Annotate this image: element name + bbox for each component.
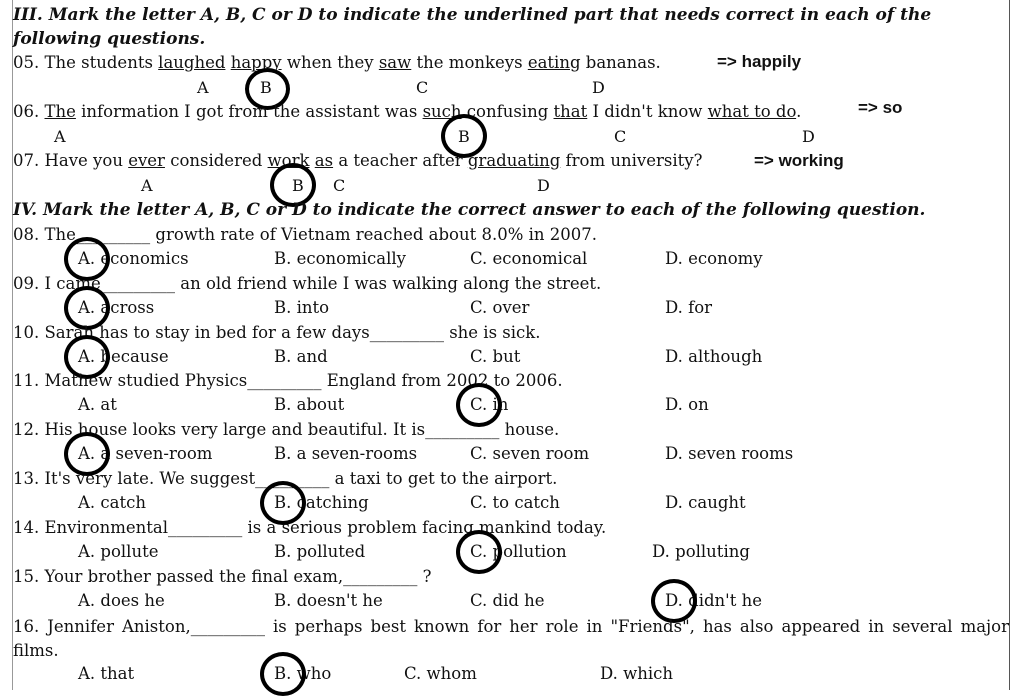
- option-c: C. but: [470, 347, 521, 366]
- question-number: 08.: [13, 225, 45, 244]
- option-c: C. seven room: [470, 444, 590, 463]
- underlined-part-b: such: [422, 102, 462, 121]
- option-d: D. although: [665, 347, 763, 366]
- option-b: B. doesn't he: [274, 591, 383, 610]
- question-text: The: [44, 225, 76, 244]
- answer-blank: _________: [168, 518, 243, 537]
- answer-blank: _________: [247, 371, 322, 390]
- option-b: B. into: [274, 298, 330, 317]
- answer-blank: _________: [190, 617, 265, 636]
- question-text: Sarah has to stay in bed for a few days: [44, 323, 370, 342]
- underlined-part-d: eating: [527, 53, 581, 72]
- section-iii-heading: III. Mark the letter A, B, C or D to indicate the underlined part that needs correct in each of the following questions.: [13, 5, 932, 49]
- question-text: Jennifer Aniston,: [47, 617, 191, 636]
- worksheet: III. Mark the letter A, B, C or D to indicate the underlined part that needs correct in each of the following questions. 05. The students laughed happy when they saw the monkeys eating bananas. => happily A B C D 06. The information I got from the assistant was such confusing that I didn't know what to do. => so A B C D 07. Have you ever considered work as a teacher after graduating from university? => working A B C D IV. Mark the letter A, B, C or D to indicate the correct answer to each of the following question. 08. The_________ growth rate of Vietnam reached about 8.0% in 2007. A. economics B. economically C. economical D. economy 09. I came_________ an old friend while I was walking along the street. A. across B. into C. over D. for 10. Sarah has to stay in bed for a few days_________ she is sick. A. because B. and C. but D. although 11. Mathew studied Physics_________ England from 2002 to 2006. A. at B. about C. in D. on 12. His house looks very large and beautiful. It is_________ house. A. a seven-room B. a seven-rooms C. seven room D. seven rooms 13. It's very late. We suggest_________ a taxi to get to the airport. A. catch B. catching C. to catch D. caught 14. Environmental_________ is a serious problem facing mankind today. A. pollute B. polluted C. pollution D. polluting 15. Your brother passed the final exam,_________ ? A. does he B. doesn't he C. did he D. didn't he 16. Jennifer Aniston,_________ is perhaps best known for her role in "Friends", has also appeared in several major films. A. that B. who C. whom D. which: [0, 0, 1024, 690]
- section-iv-heading: IV. Mark the letter A, B, C or D to indicate the correct answer to each of the following question.: [13, 200, 926, 220]
- answer-blank: _________: [75, 225, 151, 244]
- letter-b: B: [260, 78, 272, 97]
- option-b: B. about: [274, 395, 345, 414]
- underlined-part-a: ever: [128, 151, 165, 170]
- option-d: D. caught: [665, 493, 746, 512]
- question-text: a taxi to get to the airport.: [329, 469, 558, 488]
- question-text: ?: [417, 567, 432, 586]
- option-a: A. does he: [78, 591, 165, 610]
- letter-a: A: [197, 78, 209, 97]
- question-number: 10.: [13, 323, 45, 342]
- question-07: 07. Have you ever considered work as a teacher after graduating from university?: [13, 151, 703, 170]
- option-d: D. which: [600, 664, 674, 683]
- option-a: A. catch: [78, 493, 146, 512]
- right-rule: [1009, 0, 1010, 690]
- option-a: A. pollute: [78, 542, 159, 561]
- option-c: C. economical: [470, 249, 588, 268]
- question-text: growth rate of Vietnam reached about 8.0% in 2007.: [150, 225, 598, 244]
- question-text: is a serious problem facing mankind today.: [242, 518, 607, 537]
- question-number: 05.: [13, 53, 40, 72]
- option-a: A. a seven-room: [78, 444, 213, 463]
- underlined-part-a: laughed: [158, 53, 226, 72]
- option-d: D. on: [665, 395, 709, 414]
- answer-circle: [456, 530, 502, 574]
- underlined-part-c: that: [553, 102, 588, 121]
- option-d: D. seven rooms: [665, 444, 794, 463]
- underlined-part-a: The: [44, 102, 76, 121]
- option-b: B. who: [274, 664, 332, 683]
- answer-circle: [260, 652, 306, 696]
- option-a: A. that: [78, 664, 135, 683]
- correction-07: => working: [754, 151, 844, 170]
- option-c: C. over: [470, 298, 530, 317]
- question-06: 06. The information I got from the assistant was such confusing that I didn't know what to do.: [13, 102, 802, 121]
- question-number: 11.: [13, 371, 45, 390]
- option-b: B. catching: [274, 493, 369, 512]
- question-14: [13, 517, 606, 539]
- option-a: A. economics: [78, 249, 189, 268]
- option-a: A. because: [78, 347, 169, 366]
- option-a: A. across: [78, 298, 155, 317]
- option-b: B. economically: [274, 249, 406, 268]
- question-text: Your brother passed the final exam,: [44, 567, 344, 586]
- question-16: [13, 615, 1009, 663]
- question-text: Mathew studied Physics: [44, 371, 248, 390]
- answer-blank: _________: [100, 274, 176, 293]
- correction-06: => so: [858, 98, 903, 117]
- answer-blank: _________: [343, 567, 418, 586]
- question-text: is perhaps best known for her role in "Friends", has also appeared in several major films.: [13, 617, 1009, 660]
- option-c: C. whom: [404, 664, 477, 683]
- option-d: D. polluting: [652, 542, 750, 561]
- question-text: It's very late. We suggest: [44, 469, 256, 488]
- option-d: D. economy: [665, 249, 763, 268]
- question-text: I came: [44, 274, 101, 293]
- answer-blank: _________: [255, 469, 330, 488]
- underlined-part-b: work: [267, 151, 310, 170]
- option-a: A. at: [78, 395, 117, 414]
- question-number: 09.: [13, 274, 45, 293]
- question-number: 12.: [13, 420, 45, 439]
- question-number: 14.: [13, 518, 45, 537]
- option-c: C. did he: [470, 591, 545, 610]
- underlined-part-c: saw: [378, 53, 412, 72]
- option-b: B. polluted: [274, 542, 366, 561]
- question-number: 13.: [13, 469, 45, 488]
- correction-05: => happily: [717, 52, 802, 71]
- question-number: 16.: [13, 617, 48, 636]
- underlined-part-d: graduating: [467, 151, 561, 170]
- option-c: C. pollution: [470, 542, 567, 561]
- option-c: C. in: [470, 395, 509, 414]
- question-text: she is sick.: [443, 323, 541, 342]
- question-text: house.: [499, 420, 560, 439]
- question-number: 15.: [13, 567, 45, 586]
- question-text: His house looks very large and beautiful. It is: [44, 420, 426, 439]
- option-d: D. didn't he: [665, 591, 762, 610]
- question-text: an old friend while I was walking along the street.: [175, 274, 602, 293]
- answer-blank: _________: [369, 323, 444, 342]
- underlined-part-d: what to do: [707, 102, 797, 121]
- option-b: B. and: [274, 347, 328, 366]
- option-c: C. to catch: [470, 493, 560, 512]
- underlined-part-b: happy: [230, 53, 282, 72]
- letter-c: C: [416, 78, 429, 97]
- underlined-part-c: as: [314, 151, 334, 170]
- option-b: B. a seven-rooms: [274, 444, 418, 463]
- option-d: D. for: [665, 298, 713, 317]
- question-05: 05. The students laughed happy when they saw the monkeys eating bananas.: [13, 53, 661, 72]
- question-text: England from 2002 to 2006.: [321, 371, 563, 390]
- question-15: [13, 566, 432, 588]
- question-text: Environmental: [44, 518, 169, 537]
- letter-d: D: [592, 78, 605, 97]
- answer-blank: _________: [425, 420, 500, 439]
